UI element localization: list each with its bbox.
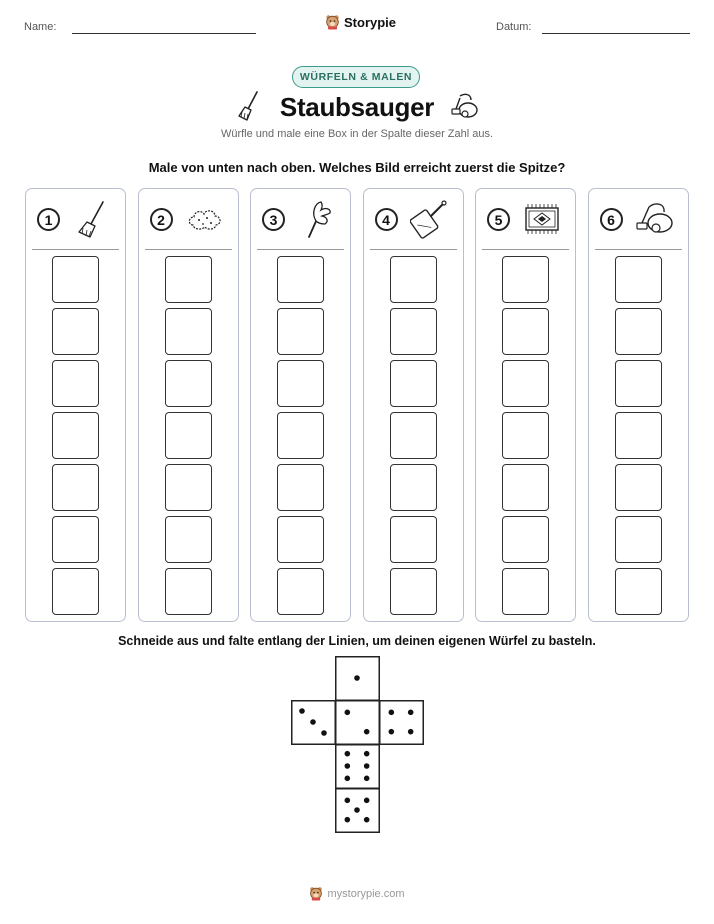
- name-label: Name:: [24, 21, 57, 33]
- dice-column-5: [475, 188, 576, 622]
- column-number: 5: [487, 208, 510, 231]
- die-face-2: [335, 700, 380, 745]
- dice-column-4: [363, 188, 464, 622]
- color-box[interactable]: [502, 464, 549, 511]
- color-box[interactable]: [277, 360, 324, 407]
- column-divider: [145, 249, 232, 250]
- column-divider: [257, 249, 344, 250]
- dust-cloud-icon: [185, 199, 225, 239]
- color-box[interactable]: [390, 464, 437, 511]
- color-box[interactable]: [502, 360, 549, 407]
- color-box[interactable]: [52, 360, 99, 407]
- color-box[interactable]: [277, 308, 324, 355]
- color-box[interactable]: [390, 568, 437, 615]
- color-box[interactable]: [277, 568, 324, 615]
- color-box[interactable]: [277, 516, 324, 563]
- color-box[interactable]: [165, 360, 212, 407]
- column-divider: [32, 249, 119, 250]
- color-box[interactable]: [277, 412, 324, 459]
- column-number: 1: [37, 208, 60, 231]
- color-box[interactable]: [615, 308, 662, 355]
- name-field-line[interactable]: [72, 33, 256, 34]
- die-face-3: [291, 700, 336, 745]
- color-box[interactable]: [165, 412, 212, 459]
- column-number: 3: [262, 208, 285, 231]
- storypie-bear-logo-icon: [325, 14, 340, 30]
- color-box[interactable]: [502, 256, 549, 303]
- dice-column-2: [138, 188, 239, 622]
- color-box[interactable]: [165, 516, 212, 563]
- date-label: Datum:: [496, 21, 532, 33]
- color-box[interactable]: [615, 464, 662, 511]
- category-badge: WÜRFELN & MALEN: [292, 66, 420, 88]
- date-field-line[interactable]: [542, 33, 690, 34]
- color-box[interactable]: [615, 516, 662, 563]
- column-divider: [370, 249, 457, 250]
- color-box[interactable]: [390, 516, 437, 563]
- question: Male von unten nach oben. Welches Bild erreicht zuerst die Spitze?: [148, 160, 566, 175]
- footer-url: mystorypie.com: [327, 887, 405, 900]
- color-box[interactable]: [165, 256, 212, 303]
- color-box[interactable]: [502, 568, 549, 615]
- die-face-6: [335, 744, 380, 789]
- color-box[interactable]: [52, 568, 99, 615]
- color-box[interactable]: [52, 308, 99, 355]
- color-box[interactable]: [165, 568, 212, 615]
- color-box[interactable]: [52, 412, 99, 459]
- color-box[interactable]: [165, 308, 212, 355]
- die-face-4: [379, 700, 424, 745]
- color-box[interactable]: [52, 464, 99, 511]
- color-box[interactable]: [277, 464, 324, 511]
- column-divider: [595, 249, 682, 250]
- color-box[interactable]: [277, 256, 324, 303]
- die-face-1: [335, 656, 380, 701]
- color-box[interactable]: [615, 256, 662, 303]
- color-box[interactable]: [502, 516, 549, 563]
- color-box[interactable]: [165, 464, 212, 511]
- cut-fold-instruction: Schneide aus und falte entlang der Linien, um deinen eigenen Würfel zu basteln.: [118, 634, 596, 648]
- dice-column-6: [588, 188, 689, 622]
- die-face-5: [335, 788, 380, 833]
- color-box[interactable]: [502, 308, 549, 355]
- brand-name: Storypie: [344, 14, 397, 30]
- color-box[interactable]: [390, 308, 437, 355]
- vacuum-icon: [635, 199, 675, 239]
- page-title: Staubsauger: [279, 92, 435, 122]
- storypie-bear-footer-icon: [309, 886, 323, 901]
- subtitle: Würfle und male eine Box in der Spalte dieser Zahl aus.: [220, 128, 494, 140]
- brand-logo: [325, 14, 396, 30]
- dice-column-3: [250, 188, 351, 622]
- footer: [0, 886, 714, 901]
- color-box[interactable]: [390, 412, 437, 459]
- vacuum-icon: [449, 92, 479, 120]
- dustpan-icon: [410, 199, 450, 239]
- color-box[interactable]: [502, 412, 549, 459]
- color-box[interactable]: [52, 256, 99, 303]
- color-box[interactable]: [390, 360, 437, 407]
- column-number: 4: [375, 208, 398, 231]
- rug-icon: [522, 199, 562, 239]
- color-box[interactable]: [615, 412, 662, 459]
- column-number: 2: [150, 208, 173, 231]
- color-box[interactable]: [390, 256, 437, 303]
- color-box[interactable]: [615, 568, 662, 615]
- column-divider: [482, 249, 569, 250]
- color-box[interactable]: [52, 516, 99, 563]
- column-number: 6: [600, 208, 623, 231]
- dice-column-1: [25, 188, 126, 622]
- broom-icon: [72, 199, 112, 239]
- feather-duster-icon: [297, 199, 337, 239]
- color-box[interactable]: [615, 360, 662, 407]
